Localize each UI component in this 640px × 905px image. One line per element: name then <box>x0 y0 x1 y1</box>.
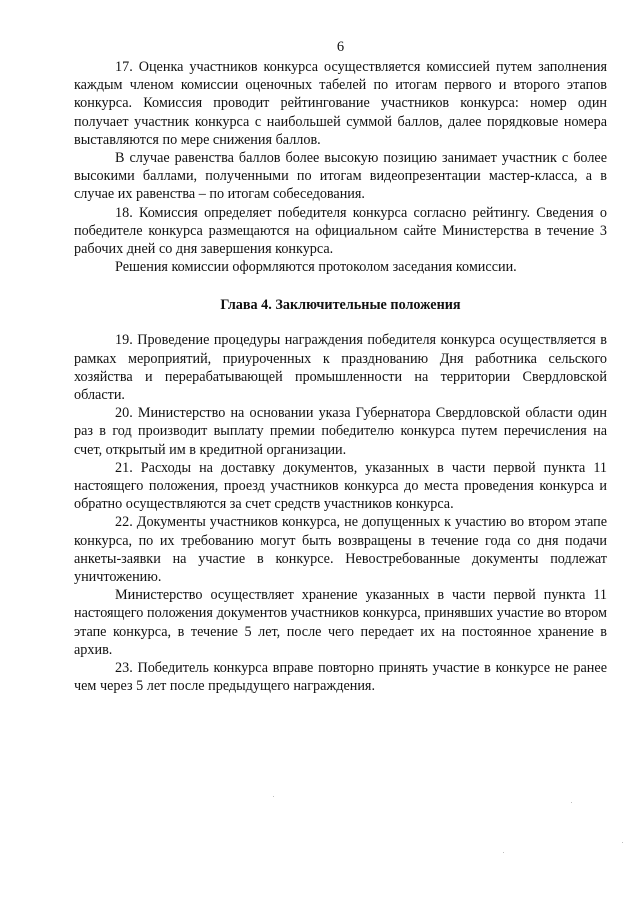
paragraph-20: 20. Министерство на основании указа Губернатора Свердловской области один раз в год производит выплату премии победителю конкурса путем перечисления на счет, открытый им в кредитной организации. <box>74 405 607 458</box>
paragraph-17-tie-rule: В случае равенства баллов более высокую позицию занимает участник с более высокими баллами, полученными по итогам видеопрезентации мастер-класса, а в случае их равенства – по итогам собеседования. <box>74 150 607 203</box>
paragraph-23: 23. Победитель конкурса вправе повторно принять участие в конкурсе не ранее чем через 5 лет после предыдущего награждения. <box>74 660 607 695</box>
paragraph-22-storage: Министерство осуществляет хранение указанных в части первой пункта 11 настоящего положения документов участников конкурса, принявших участие во втором этапе конкурса, в течение 5 лет, после чего передает их на постоянное хранение в архив. <box>74 587 607 658</box>
chapter-title: Глава 4. Заключительные положения <box>220 297 461 314</box>
paragraph-18: 18. Комиссия определяет победителя конкурса согласно рейтингу. Сведения о победителе конкурса размещаются на официальном сайте Министерства в течение 3 рабочих дней со дня завершения конкурса. <box>74 204 607 258</box>
paragraph-19: 19. Проведение процедуры награждения победителя конкурса осуществляется в рамках мероприятий, приуроченных к празднованию Дня работника сельского хозяйства и перерабатывающей промышленности на территории Свердловской области. <box>74 332 607 404</box>
scan-speck <box>503 852 504 853</box>
paragraph-18-protocol: Решения комиссии оформляются протоколом заседания комиссии. <box>115 259 517 276</box>
paragraph-17: 17. Оценка участников конкурса осуществляется комиссией путем заполнения каждым членом комиссии оценочных табелей по итогам первого и второго этапов конкурса. Комиссия проводит рейтингование участников конкурса: номер один получает участник конкурса с наибольшей суммой баллов, далее порядковые номера выставляются по мере снижения баллов. <box>74 59 607 148</box>
scan-speck <box>571 802 572 803</box>
page-number: 6 <box>336 39 345 55</box>
paragraph-21: 21. Расходы на доставку документов, указанных в части первой пункта 11 настоящего положения, проезд участников конкурса до места проведения конкурса и обратно осуществляются за счет средств участников конкурса. <box>74 459 607 513</box>
document-page <box>74 38 607 696</box>
scan-speck <box>273 796 274 797</box>
paragraph-22: 22. Документы участников конкурса, не допущенных к участию во втором этапе конкурса, по их требованию могут быть возвращены в течение года со дня подачи анкеты-заявки на участие в конкурсе. Невостребованные документы подлежат уничтожению. <box>74 514 607 586</box>
scan-speck <box>622 842 623 843</box>
